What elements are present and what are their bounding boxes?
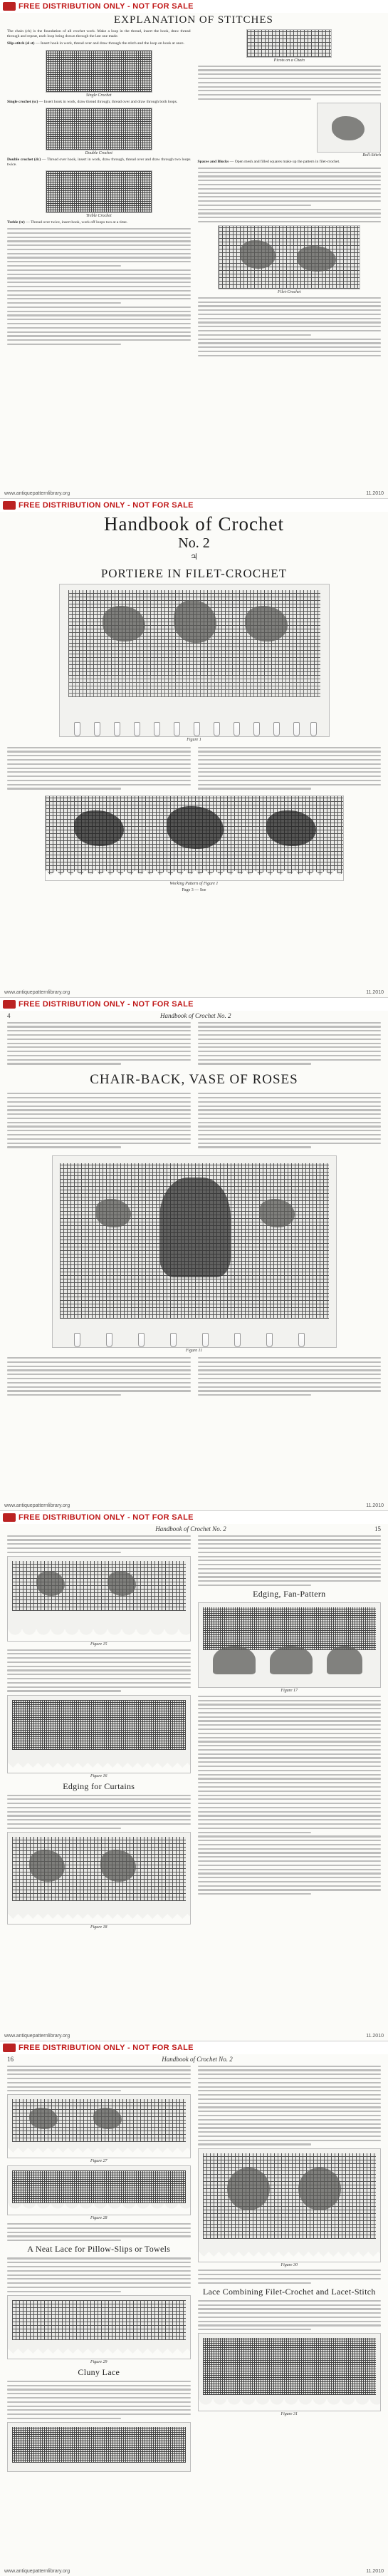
library-logo-icon: [3, 1513, 16, 1522]
page-reference: Page 3 — See: [182, 887, 206, 892]
footer-date: 11.2010: [366, 491, 384, 496]
right-column: [198, 2063, 382, 2472]
cluny-lace-figure: [7, 2422, 191, 2472]
left-column: [7, 1532, 191, 1932]
fig-caption: Single Crochet: [85, 93, 112, 98]
fig-caption: Roll-Stitch: [362, 153, 381, 158]
curtain-figure: [7, 1832, 191, 1925]
page-3: [0, 998, 388, 1511]
curtain-edging-figure: [7, 1695, 191, 1773]
handbook-title: Handbook of Crochet: [104, 513, 284, 535]
library-logo-icon: [3, 2, 16, 11]
running-title: Handbook of Crochet No. 2: [162, 2056, 233, 2063]
section-heading: Edging, Fan-Pattern: [253, 1589, 326, 1599]
text-lines: [198, 168, 382, 222]
page-number: 15: [374, 1525, 381, 1532]
ornament-icon: ♃: [190, 552, 198, 562]
two-column-layout: [0, 2063, 388, 2472]
fig-caption: Picots on a Chain: [273, 58, 305, 63]
running-head: [0, 2054, 388, 2063]
text-lines: [198, 1535, 382, 1587]
footer-site: www.antiquepatternlibrary.org: [4, 1503, 70, 1508]
page-2: [0, 499, 388, 998]
distribution-banner: [0, 0, 388, 13]
page-footer: [0, 2569, 388, 2574]
roll-stitch-figure: [317, 103, 381, 153]
figure-caption: Figure 16: [90, 1773, 108, 1778]
pillow-lace-figure: [7, 2295, 191, 2359]
text-columns: [0, 1091, 388, 1151]
page-footer: [0, 990, 388, 995]
working-pattern-chart: [45, 795, 344, 881]
two-column-layout: [0, 1532, 388, 1932]
banner-text: FREE DISTRIBUTION ONLY - NOT FOR SALE: [19, 501, 194, 510]
term-1: Slip-stitch (sl st) — Insert hook in work, thread over and draw through the stitch and the loop on hook at once.: [7, 41, 185, 46]
distribution-banner: [0, 998, 388, 1011]
filet-crochet-figure: [218, 225, 360, 289]
portiere-photo: [59, 584, 330, 737]
text-lines: [7, 2066, 191, 2092]
figure-caption: Figure 29: [90, 2359, 108, 2364]
fig-caption: Treble Crochet: [85, 214, 112, 219]
page-footer: [0, 2034, 388, 2039]
right-column: [198, 744, 382, 793]
text-lines: [7, 2223, 191, 2241]
figure-caption: Figure 28: [90, 2216, 108, 2221]
figure-caption: Figure 11: [185, 1348, 203, 1353]
text-lines: [7, 1093, 191, 1148]
edging-figure: [7, 1556, 191, 1642]
figure-caption: Figure 17: [280, 1689, 298, 1694]
text-lines: [7, 1022, 191, 1065]
running-head: [0, 1524, 388, 1532]
text-lines: [7, 1795, 191, 1829]
section-heading: Lace Combining Filet-Crochet and Lacet-Stitch: [202, 2286, 376, 2297]
term-5: Spaces and Blocks — Open mesh and filled squares make up the pattern in filet-crochet.: [197, 160, 340, 165]
figure-caption: Figure 27: [90, 2159, 108, 2164]
text-lines: [198, 1093, 382, 1148]
footer-site: www.antiquepatternlibrary.org: [4, 2034, 70, 2039]
lace-figure: [7, 2094, 191, 2158]
right-column: [198, 1532, 382, 1932]
footer-date: 11.2010: [366, 2034, 384, 2039]
intro-paragraph: The chain (ch) is the foundation of all crochet work. Make a loop in the thread, insert the hook, draw thread through and repeat, each loop being drawn through the last one made.: [7, 29, 191, 39]
fan-edging-figure: [198, 1602, 382, 1688]
term-3: Double crochet (dc) — Thread over hook, insert in work, draw through, thread over and draw through two loops twice.: [7, 157, 191, 168]
cluny-lace-figure: [198, 2148, 382, 2262]
page-footer: [0, 1503, 388, 1508]
running-head: [0, 1011, 388, 1019]
text-lines: [7, 228, 191, 345]
text-lines: [198, 1696, 382, 1895]
text-lines: [7, 1649, 191, 1692]
figure-caption: Figure 18: [90, 1925, 108, 1930]
distribution-banner: [0, 2041, 388, 2054]
treble-crochet-figure: [46, 170, 152, 213]
text-lines: [7, 1535, 191, 1553]
section-heading: A Neat Lace for Pillow-Slips or Towels: [27, 2244, 171, 2255]
text-lines: [198, 66, 382, 100]
left-column: [7, 2063, 191, 2472]
footer-site: www.antiquepatternlibrary.org: [4, 2569, 70, 2574]
library-logo-icon: [3, 2044, 16, 2052]
banner-text: FREE DISTRIBUTION ONLY - NOT FOR SALE: [19, 2, 194, 11]
project-title: PORTIERE IN FILET-CROCHET: [100, 567, 288, 580]
left-column: [7, 29, 191, 359]
figure-caption: Figure 31: [280, 2412, 298, 2417]
fig-caption: Filet-Crochet: [278, 290, 301, 295]
running-title: Handbook of Crochet No. 2: [155, 1525, 226, 1532]
text-columns: [0, 1355, 388, 1399]
distribution-banner: [0, 499, 388, 512]
text-columns: [0, 29, 388, 359]
text-lines: [7, 2381, 191, 2419]
page-number: 4: [7, 1012, 11, 1019]
lace-figure: [7, 2165, 191, 2215]
project-title: CHAIR-BACK, VASE OF ROSES: [90, 1071, 298, 1087]
library-logo-icon: [3, 1000, 16, 1009]
footer-date: 11.2010: [366, 1503, 384, 1508]
term-2: Single crochet (sc) — Insert hook in work, draw thread through; thread over and draw through both loops.: [7, 99, 178, 104]
left-column: [7, 744, 191, 793]
page-footer: [0, 491, 388, 496]
text-lines: [7, 747, 191, 790]
text-columns: [0, 744, 388, 793]
figure-caption: Figure 1: [187, 738, 201, 742]
page-title: EXPLANATION OF STITCHES: [114, 14, 273, 26]
footer-date: 11.2010: [366, 2569, 384, 2574]
banner-text: FREE DISTRIBUTION ONLY - NOT FOR SALE: [19, 1513, 194, 1522]
picot-chain-figure: [246, 29, 332, 58]
section-heading: Edging for Curtains: [63, 1781, 135, 1791]
text-lines: [7, 2257, 191, 2292]
lacet-figure: [198, 2333, 382, 2411]
library-logo-icon: [3, 501, 16, 510]
text-lines: [7, 1357, 191, 1396]
page-number: 16: [7, 2056, 14, 2063]
figure-caption: Figure 15: [90, 1642, 108, 1647]
footer-date: 11.2010: [366, 990, 384, 995]
text-lines: [198, 1357, 382, 1396]
single-crochet-figure: [46, 50, 152, 93]
banner-text: FREE DISTRIBUTION ONLY - NOT FOR SALE: [19, 1000, 194, 1009]
term-4: Treble (tr) — Thread over twice, insert hook, work off loops two at a time.: [7, 220, 128, 225]
text-lines: [198, 297, 382, 356]
double-crochet-figure: [46, 108, 152, 150]
distribution-banner: [0, 1511, 388, 1524]
section-heading: Cluny Lace: [78, 2366, 120, 2377]
fig-caption: Double Crochet: [85, 150, 112, 155]
banner-text: FREE DISTRIBUTION ONLY - NOT FOR SALE: [19, 2044, 194, 2052]
figure-caption: Figure 30: [280, 2262, 298, 2267]
text-lines: [198, 2300, 382, 2331]
text-lines: [198, 1022, 382, 1065]
running-title: Handbook of Crochet No. 2: [160, 1012, 231, 1019]
page-4: [0, 1511, 388, 2041]
right-column: [198, 29, 382, 359]
text-columns: [0, 1019, 388, 1068]
handbook-number: No. 2: [178, 535, 210, 551]
working-pattern-caption: Working Pattern of Figure 1: [169, 881, 219, 886]
footer-site: www.antiquepatternlibrary.org: [4, 990, 70, 995]
text-lines: [198, 2066, 382, 2145]
page-1: [0, 0, 388, 499]
footer-site: www.antiquepatternlibrary.org: [4, 491, 70, 496]
chair-back-photo: [52, 1155, 337, 1348]
page-5: [0, 2041, 388, 2576]
text-lines: [198, 747, 382, 790]
text-lines: [198, 2270, 382, 2284]
